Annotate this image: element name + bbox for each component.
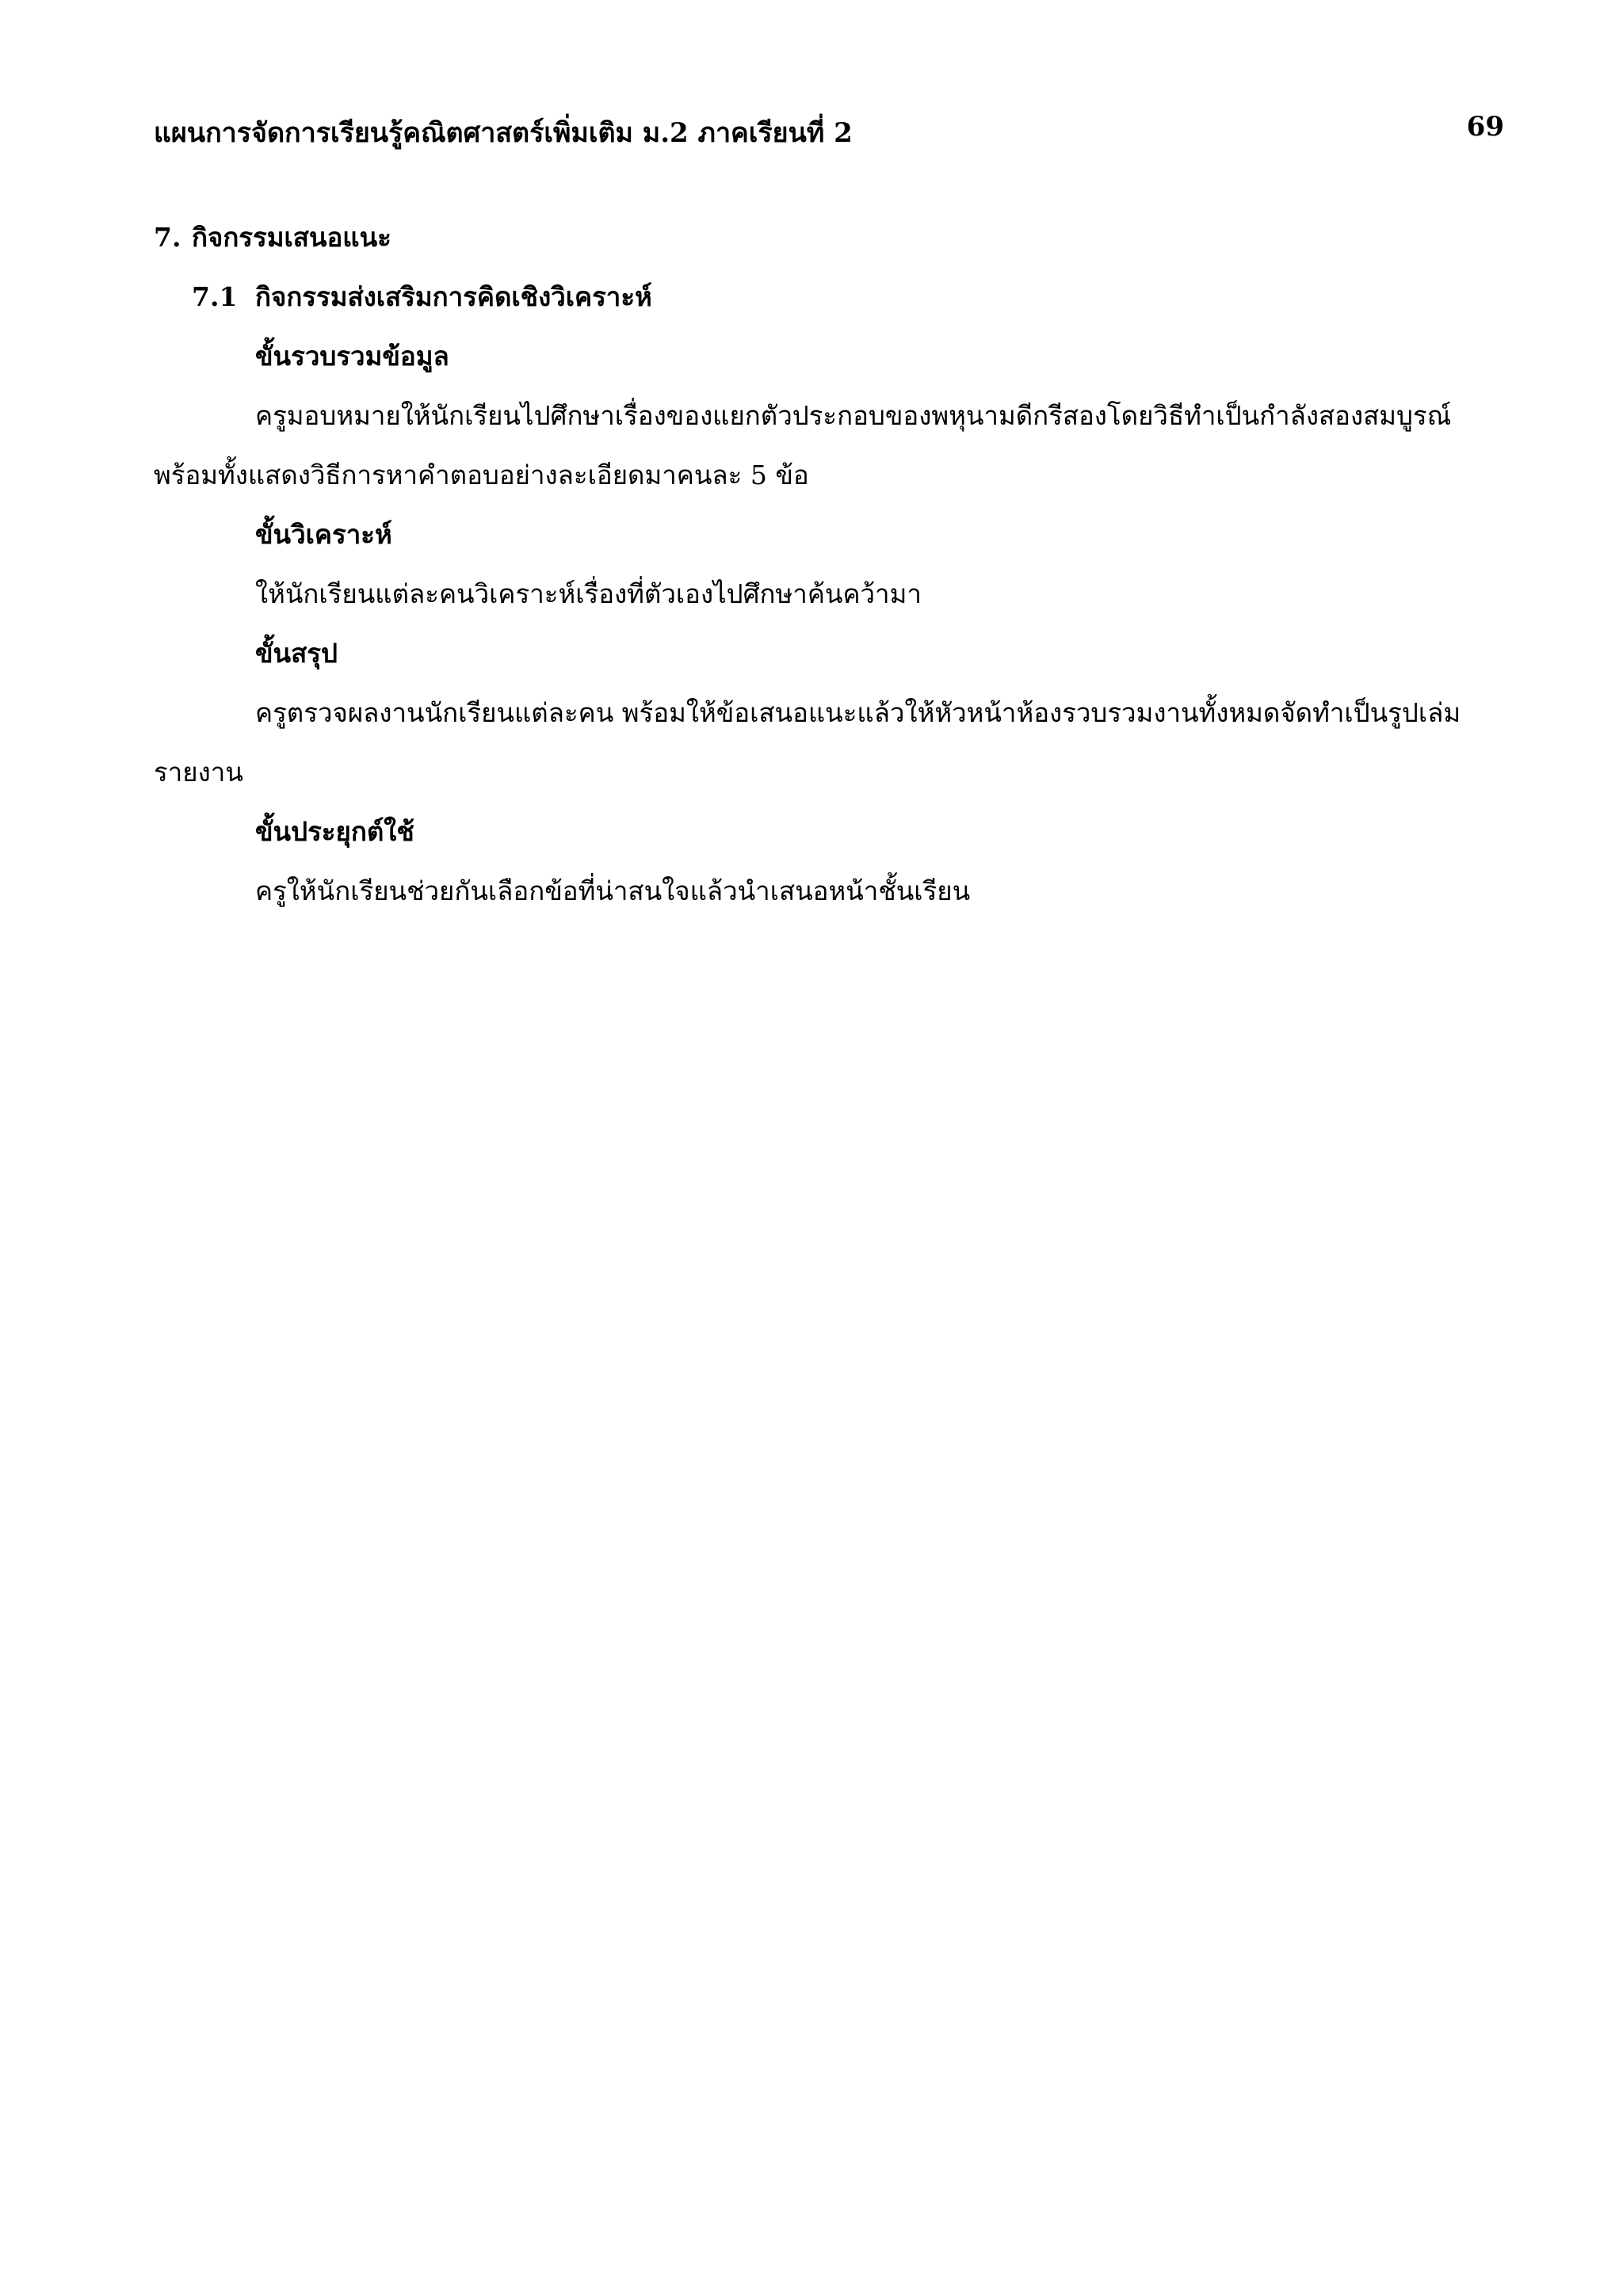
step-text-collect: ครูมอบหมายให้นักเรียนไปศึกษาเรื่องของแยกตัวประกอบของพหุนามดีกรีสองโดยวิธีทำเป็นกำลังสองสมบูรณ์ พร้อมทั้งแสดงวิธีการหาคำตอบอย่างละเอียดมาคนละ 5 ข้อ	[154, 400, 1452, 490]
section-number: 7.	[154, 222, 181, 253]
step-text-analyze: ให้นักเรียนแต่ละคนวิเคราะห์เรื่องที่ตัวเองไปศึกษาค้นคว้ามา	[255, 578, 922, 609]
step-heading-analyze: ขั้นวิเคราะห์	[255, 519, 392, 550]
header-title: แผนการจัดการเรียนรู้คณิตศาสตร์เพิ่มเติม ม.2 ภาคเรียนที่ 2	[154, 117, 853, 149]
step-text-summarize: ครูตรวจผลงานนักเรียนแต่ละคน พร้อมให้ข้อเสนอแนะแล้วให้หัวหน้าห้องรวบรวมงานทั้งหมดจัดทำเป็นรูปเล่มรายงาน	[154, 697, 1461, 788]
subsection-heading	[154, 267, 1506, 326]
page-content	[154, 208, 1506, 921]
section-title: กิจกรรมเสนอแนะ	[192, 222, 391, 253]
subsection-number: 7.1	[192, 281, 238, 312]
step-heading-collect: ขั้นรวบรวมข้อมูล	[255, 341, 449, 372]
step-heading-summarize: ขั้นสรุป	[255, 638, 338, 669]
step-heading-apply: ขั้นประยุกต์ใช้	[255, 816, 414, 847]
subsection-title: กิจกรรมส่งเสริมการคิดเชิงวิเคราะห์	[255, 281, 652, 312]
step-text-apply: ครูให้นักเรียนช่วยกันเลือกข้อที่น่าสนใจแล้วนำเสนอหน้าชั้นเรียน	[255, 875, 971, 906]
page-number: 69	[1466, 111, 1504, 143]
section-heading	[154, 208, 1506, 267]
